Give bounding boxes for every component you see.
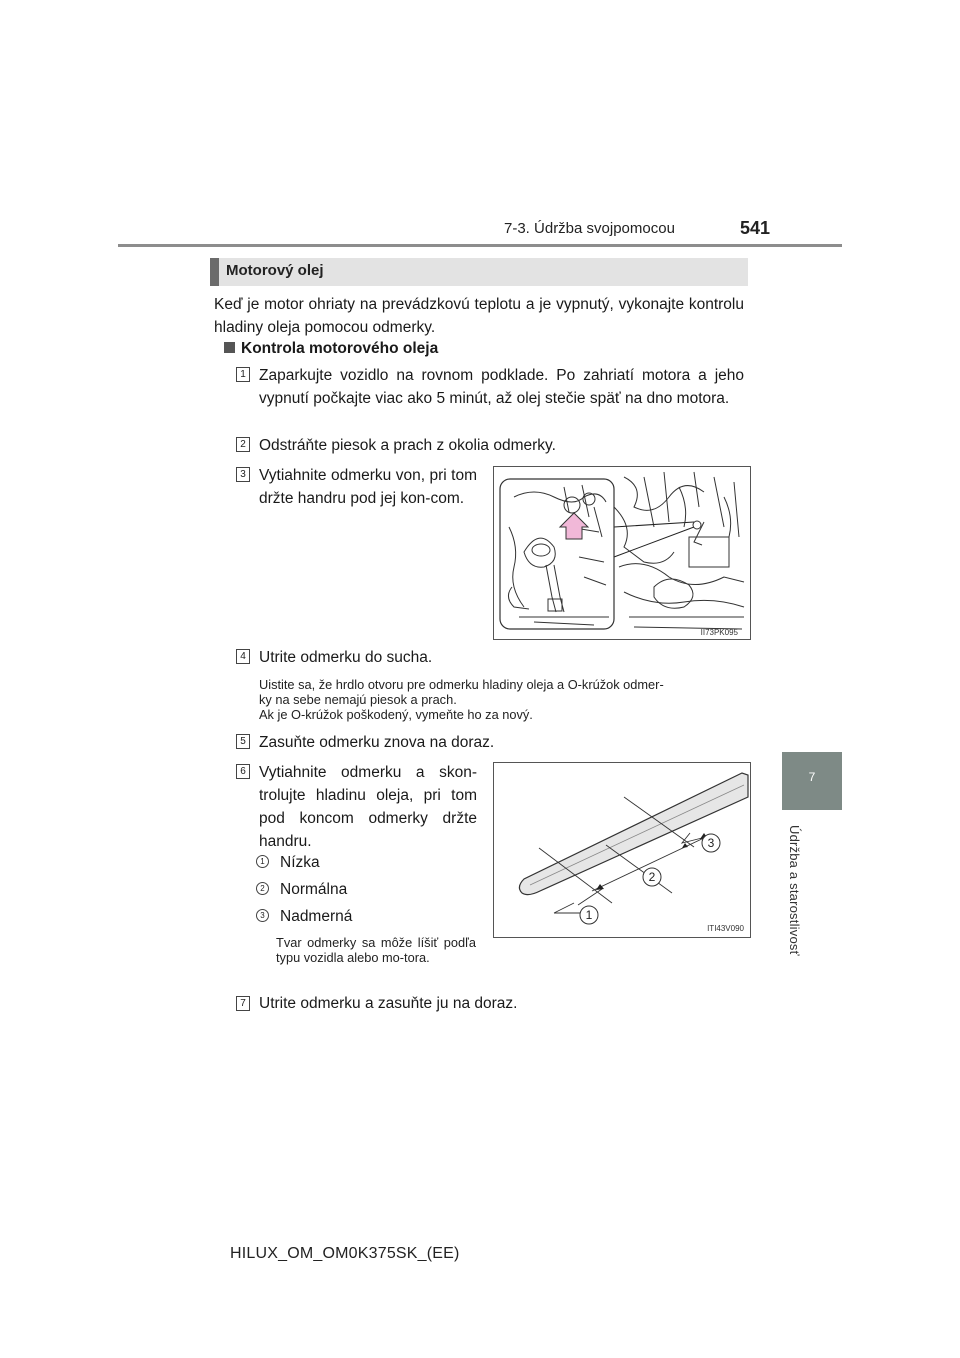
callout-2: 2	[648, 870, 656, 884]
level-label-2: Normálna	[280, 881, 348, 898]
level-number-1: 1	[256, 855, 269, 868]
level-number-3: 3	[256, 909, 269, 922]
dipstick-illustration	[494, 763, 750, 937]
step-4-text: Utrite odmerku do sucha.	[259, 649, 433, 666]
intro-paragraph: Keď je motor ohriaty na prevádzkovú teplotu a je vypnutý, vykonajte kontrolu hladiny oleja pomocou odmerky.	[214, 296, 744, 336]
dipstick-figure	[493, 762, 751, 938]
step-4-note-line-1: Uistite sa, že hrdlo otvoru pre odmerku hladiny oleja a O-krúžok odmer-	[259, 677, 664, 692]
chapter-title: Údržba a starostlivosť	[787, 825, 802, 956]
callout-3: 3	[707, 836, 715, 850]
step-number-4: 4	[236, 649, 250, 664]
engine-illustration	[494, 467, 750, 639]
header-rule	[118, 244, 842, 247]
subsection-title: Kontrola motorového oleja	[241, 340, 439, 357]
engine-figure	[493, 466, 751, 640]
step-number-1: 1	[236, 367, 250, 382]
step-number-6: 6	[236, 764, 250, 779]
step-6-text: Vytiahnite odmerku a skon-trolujte hladinu oleja, pri tom pod koncom odmerky držte handru.	[259, 764, 477, 850]
step-7-text: Utrite odmerku a zasuňte ju na doraz.	[259, 995, 518, 1012]
dipstick-figure-code: ITI43V090	[707, 924, 744, 933]
level-label-1: Nízka	[280, 854, 320, 871]
step-number-3: 3	[236, 467, 250, 482]
step-number-7: 7	[236, 996, 250, 1011]
square-bullet-icon	[224, 342, 235, 353]
step-3-text: Vytiahnite odmerku von, pri tom držte handru pod jej kon-com.	[259, 467, 477, 507]
engine-figure-code: II73PK095	[700, 628, 738, 637]
levels-note: Tvar odmerky sa môže líšiť podľa typu vozidla alebo mo-tora.	[276, 935, 476, 965]
step-4-note-line-3: Ak je O-krúžok poškodený, vymeňte ho za nový.	[259, 707, 533, 722]
step-1-text: Zaparkujte vozidlo na rovnom podklade. Po zahriatí motora a jeho vypnutí počkajte viac ako 5 minút, až olej stečie späť na dno motora.	[259, 367, 744, 407]
header-section-title: 7-3. Údržba svojpomocou	[504, 220, 675, 237]
step-4-note	[259, 677, 749, 722]
page-number: 541	[740, 218, 771, 238]
step-5-text: Zasuňte odmerku znova na doraz.	[259, 734, 495, 751]
step-4-note-line-2: ky na sebe nemajú piesok a prach.	[259, 692, 457, 707]
level-label-3: Nadmerná	[280, 908, 353, 925]
subsection-heading	[224, 340, 438, 358]
step-2-text: Odstráňte piesok a prach z okolia odmerky.	[259, 437, 556, 454]
step-number-5: 5	[236, 734, 250, 749]
chapter-number: 7	[808, 770, 816, 784]
section-header-bar	[210, 258, 219, 286]
document-code-footer: HILUX_OM_OM0K375SK_(EE)	[230, 1245, 460, 1262]
step-number-2: 2	[236, 437, 250, 452]
callout-1: 1	[585, 908, 593, 922]
section-title: Motorový olej	[226, 262, 324, 279]
level-number-2: 2	[256, 882, 269, 895]
